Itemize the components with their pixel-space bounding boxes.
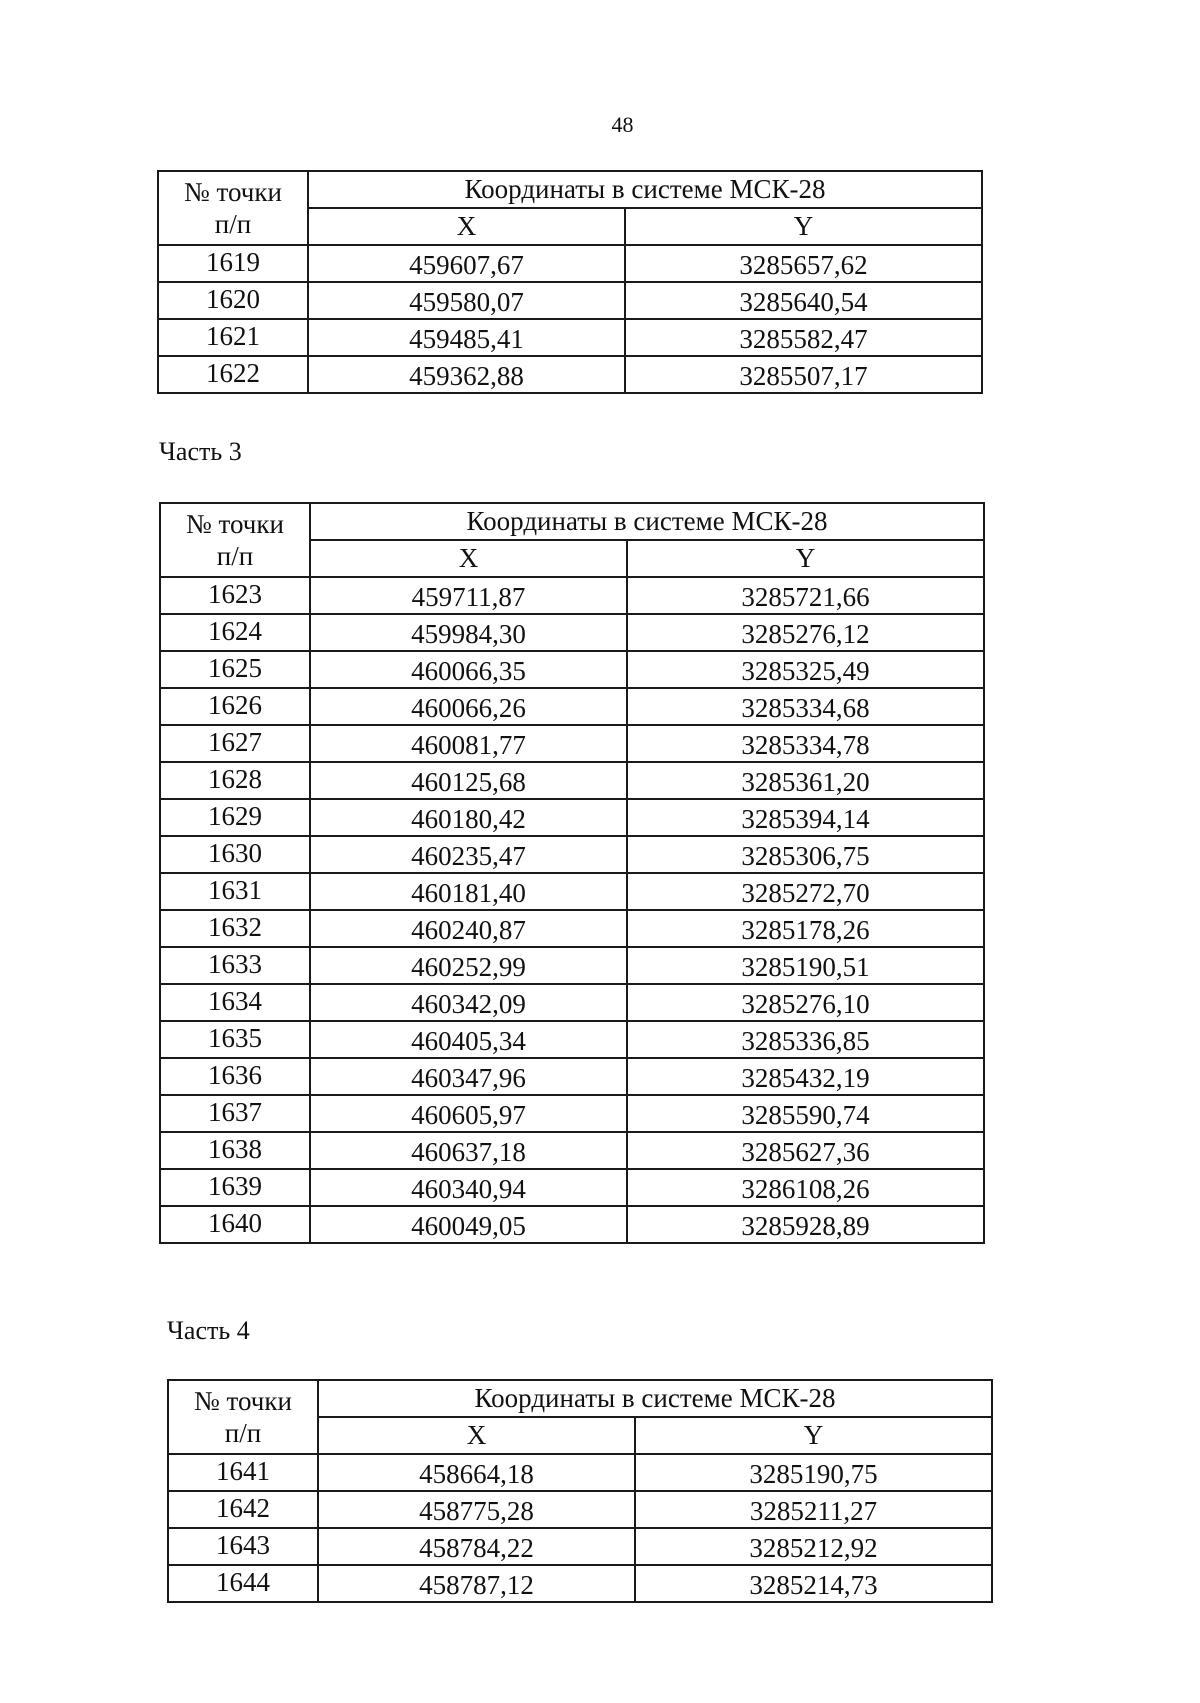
table-row [160, 577, 984, 614]
coordinates-header: Координаты в системе МСК-28 [318, 1380, 992, 1417]
point-number-cell: 1619 [158, 245, 308, 282]
coordinates-header: Координаты в системе МСК-28 [308, 171, 982, 208]
point-number-cell: 1627 [160, 725, 310, 762]
header-row [158, 171, 982, 208]
point-number-cell: 1620 [158, 282, 308, 319]
y-column-header: Y [635, 1417, 992, 1454]
point-number-header [160, 503, 310, 577]
point-number-cell: 1642 [168, 1491, 318, 1528]
y-coordinate-cell: 3285432,19 [627, 1058, 984, 1095]
y-column-header: Y [627, 540, 984, 577]
table-row [158, 282, 982, 319]
y-coordinate-cell: 3285276,12 [627, 614, 984, 651]
point-number-cell: 1638 [160, 1132, 310, 1169]
y-coordinate-cell: 3285211,27 [635, 1491, 992, 1528]
table-row [168, 1491, 992, 1528]
table-row [160, 1095, 984, 1132]
page-number: 48 [611, 112, 634, 137]
x-coordinate-cell: 460181,40 [310, 873, 627, 910]
point-number-cell: 1641 [168, 1454, 318, 1491]
point-number-cell: 1622 [158, 356, 308, 393]
point-number-cell: 1640 [160, 1206, 310, 1243]
y-coordinate-cell: 3285507,17 [625, 356, 982, 393]
x-coordinate-cell: 460252,99 [310, 947, 627, 984]
x-coordinate-cell: 460066,26 [310, 688, 627, 725]
point-number-cell: 1635 [160, 1021, 310, 1058]
y-coordinate-cell: 3285627,36 [627, 1132, 984, 1169]
y-coordinate-cell: 3286108,26 [627, 1169, 984, 1206]
y-coordinate-cell: 3285640,54 [625, 282, 982, 319]
point-number-header-line1: № точки [184, 177, 282, 207]
table-row [160, 836, 984, 873]
x-coordinate-cell: 460049,05 [310, 1206, 627, 1243]
table-body [168, 1380, 992, 1602]
point-number-cell: 1632 [160, 910, 310, 947]
table-body [160, 503, 984, 1243]
point-number-cell: 1636 [160, 1058, 310, 1095]
y-coordinate-cell: 3285590,74 [627, 1095, 984, 1132]
table-row [160, 725, 984, 762]
y-coordinate-cell: 3285325,49 [627, 651, 984, 688]
point-number-cell: 1621 [158, 319, 308, 356]
y-coordinate-cell: 3285190,75 [635, 1454, 992, 1491]
table-row [160, 1058, 984, 1095]
table-row [158, 356, 982, 393]
point-number-header-line1: № точки [186, 509, 284, 539]
section-title-part-3: Часть 3 [159, 437, 242, 466]
x-coordinate-cell: 460637,18 [310, 1132, 627, 1169]
x-coordinate-cell: 460340,94 [310, 1169, 627, 1206]
table-row [160, 910, 984, 947]
point-number-cell: 1631 [160, 873, 310, 910]
table-row [160, 799, 984, 836]
table-row [160, 984, 984, 1021]
x-coordinate-cell: 458664,18 [318, 1454, 635, 1491]
x-coordinate-cell: 460125,68 [310, 762, 627, 799]
x-coordinate-cell: 459580,07 [308, 282, 625, 319]
point-number-cell: 1644 [168, 1565, 318, 1602]
y-coordinate-cell: 3285334,78 [627, 725, 984, 762]
x-coordinate-cell: 460235,47 [310, 836, 627, 873]
table-row [160, 947, 984, 984]
point-number-header [158, 171, 308, 245]
coordinates-header: Координаты в системе МСК-28 [310, 503, 984, 540]
point-number-cell: 1629 [160, 799, 310, 836]
point-number-cell: 1637 [160, 1095, 310, 1132]
point-number-header-line2: п/п [214, 209, 252, 239]
y-coordinate-cell: 3285334,68 [627, 688, 984, 725]
x-coordinate-cell: 460605,97 [310, 1095, 627, 1132]
table-row [160, 1206, 984, 1243]
point-number-cell: 1643 [168, 1528, 318, 1565]
x-coordinate-cell: 459711,87 [310, 577, 627, 614]
table-row [158, 245, 982, 282]
y-coordinate-cell: 3285272,70 [627, 873, 984, 910]
point-number-cell: 1630 [160, 836, 310, 873]
table-row [168, 1528, 992, 1565]
y-coordinate-cell: 3285336,85 [627, 1021, 984, 1058]
x-coordinate-cell: 458775,28 [318, 1491, 635, 1528]
y-coordinate-cell: 3285361,20 [627, 762, 984, 799]
coordinates-table-part-3 [159, 502, 985, 1244]
x-coordinate-cell: 459607,67 [308, 245, 625, 282]
x-coordinate-cell: 460342,09 [310, 984, 627, 1021]
point-number-header-line2: п/п [216, 541, 254, 571]
y-coordinate-cell: 3285928,89 [627, 1206, 984, 1243]
table-row [160, 873, 984, 910]
x-coordinate-cell: 459362,88 [308, 356, 625, 393]
point-number-cell: 1628 [160, 762, 310, 799]
point-number-cell: 1626 [160, 688, 310, 725]
x-coordinate-cell: 460405,34 [310, 1021, 627, 1058]
x-column-header: X [310, 540, 627, 577]
point-number-cell: 1623 [160, 577, 310, 614]
table-row [160, 1132, 984, 1169]
table-row [168, 1565, 992, 1602]
y-coordinate-cell: 3285276,10 [627, 984, 984, 1021]
table-row [158, 319, 982, 356]
y-coordinate-cell: 3285190,51 [627, 947, 984, 984]
y-coordinate-cell: 3285657,62 [625, 245, 982, 282]
y-coordinate-cell: 3285721,66 [627, 577, 984, 614]
point-number-cell: 1639 [160, 1169, 310, 1206]
y-coordinate-cell: 3285212,92 [635, 1528, 992, 1565]
table-row [160, 1021, 984, 1058]
x-column-header: X [318, 1417, 635, 1454]
x-coordinate-cell: 460240,87 [310, 910, 627, 947]
x-coordinate-cell: 460081,77 [310, 725, 627, 762]
table-row [160, 1169, 984, 1206]
point-number-cell: 1633 [160, 947, 310, 984]
point-number-cell: 1634 [160, 984, 310, 1021]
table-row [160, 651, 984, 688]
x-column-header: X [308, 208, 625, 245]
y-coordinate-cell: 3285394,14 [627, 799, 984, 836]
y-column-header: Y [625, 208, 982, 245]
point-number-cell: 1624 [160, 614, 310, 651]
x-coordinate-cell: 459984,30 [310, 614, 627, 651]
y-coordinate-cell: 3285178,26 [627, 910, 984, 947]
table-row [168, 1454, 992, 1491]
point-number-cell: 1625 [160, 651, 310, 688]
table-row [160, 688, 984, 725]
x-coordinate-cell: 460180,42 [310, 799, 627, 836]
table-row [160, 762, 984, 799]
point-number-header-line2: п/п [224, 1418, 262, 1448]
x-coordinate-cell: 458784,22 [318, 1528, 635, 1565]
y-coordinate-cell: 3285214,73 [635, 1565, 992, 1602]
coordinates-table-continued [157, 170, 983, 394]
x-coordinate-cell: 459485,41 [308, 319, 625, 356]
y-coordinate-cell: 3285306,75 [627, 836, 984, 873]
coordinates-table-part-4 [167, 1379, 993, 1603]
table-body [158, 171, 982, 393]
table-row [160, 614, 984, 651]
section-title-part-4: Часть 4 [167, 1316, 250, 1345]
y-coordinate-cell: 3285582,47 [625, 319, 982, 356]
x-coordinate-cell: 458787,12 [318, 1565, 635, 1602]
x-coordinate-cell: 460066,35 [310, 651, 627, 688]
header-row [168, 1380, 992, 1417]
point-number-header-line1: № точки [194, 1386, 292, 1416]
x-coordinate-cell: 460347,96 [310, 1058, 627, 1095]
point-number-header [168, 1380, 318, 1454]
header-row [160, 503, 984, 540]
